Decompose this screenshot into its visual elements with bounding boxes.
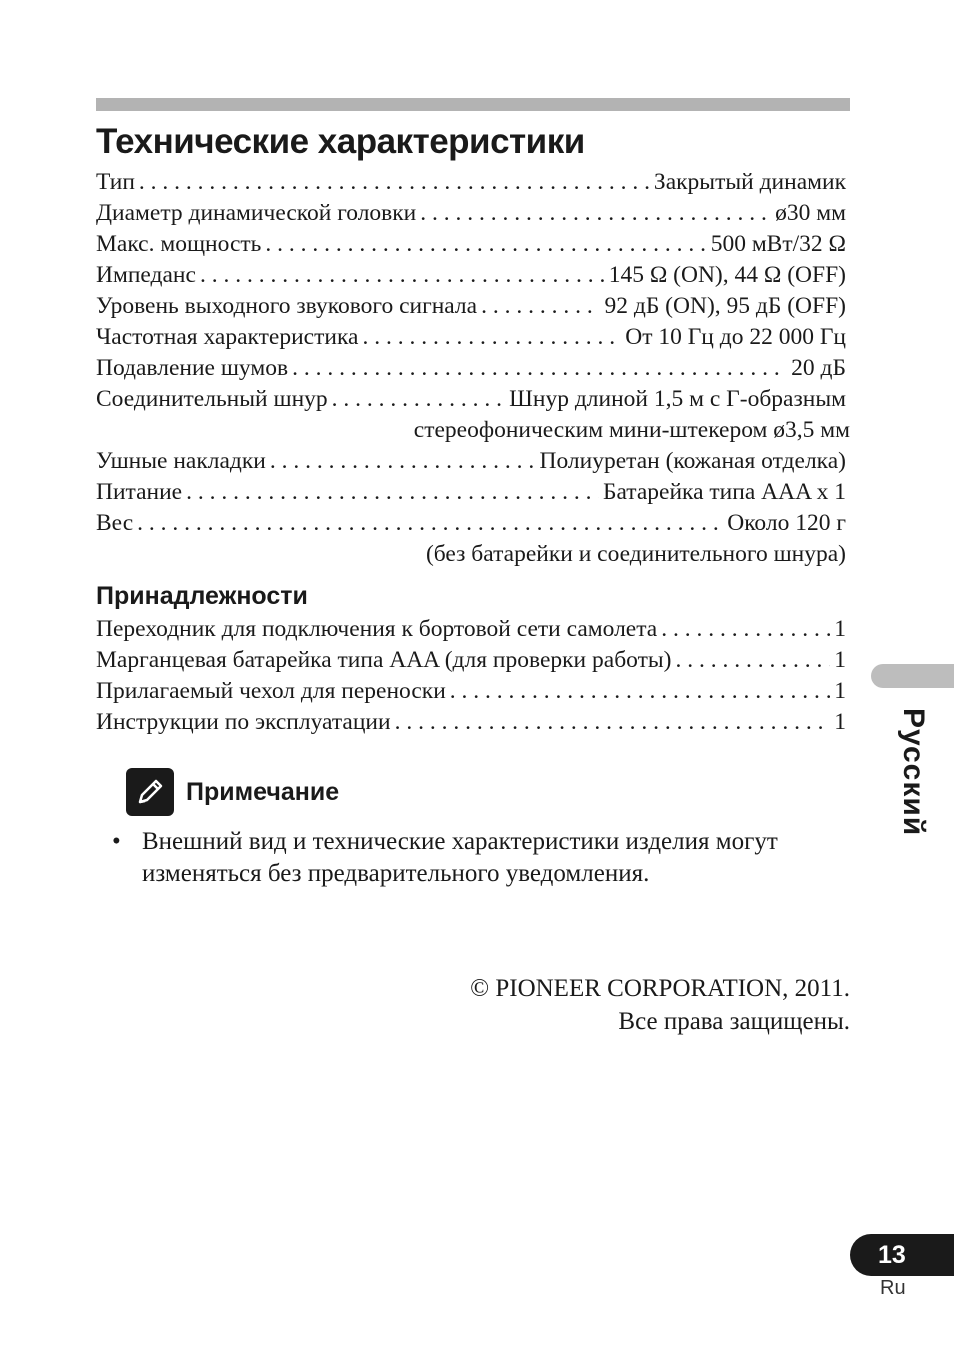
spec-row-frequency-response [96, 322, 846, 353]
specifications-list [96, 167, 850, 570]
leader-dots [420, 198, 771, 229]
copyright-line: © PIONEER CORPORATION, 2011. [470, 975, 850, 1002]
accessory-label: Прилагаемый чехол для переноски [96, 678, 446, 704]
leader-dots [200, 260, 605, 291]
spec-label: Питание [96, 479, 183, 505]
note-title: Примечание [186, 777, 340, 806]
accessory-row [96, 614, 846, 645]
note-header [126, 768, 339, 816]
language-section-label: Русский [897, 708, 930, 837]
spec-value-continuation: стереофоническим мини-штекером ø3,5 мм [413, 417, 850, 443]
spec-row-cord [96, 384, 846, 415]
accessory-quantity: 1 [834, 709, 846, 735]
pencil-icon [126, 768, 174, 816]
accessory-quantity: 1 [834, 616, 846, 642]
spec-row-output-level [96, 291, 846, 322]
note-item [112, 826, 852, 890]
spec-label: Частотная характеристика [96, 324, 359, 350]
spec-row-ear-pads [96, 446, 846, 477]
spec-label: Импеданс [96, 262, 196, 288]
spec-value: ø30 мм [775, 200, 846, 226]
leader-dots [332, 384, 506, 415]
spec-row-weight [96, 508, 846, 539]
leader-dots [450, 676, 830, 707]
leader-dots [139, 167, 650, 198]
header-rule [96, 98, 850, 111]
spec-label: Уровень выходного звукового сигнала [96, 293, 478, 319]
leader-dots [265, 229, 706, 260]
spec-value: Закрытый динамик [653, 169, 846, 195]
page-language-code: Ru [880, 1277, 906, 1299]
spec-value: 20 дБ [791, 355, 846, 381]
rights-line: Все права защищены. [618, 1008, 850, 1035]
spec-row-type [96, 167, 846, 198]
bullet-icon: • [112, 828, 121, 855]
spec-value-continuation: (без батарейки и соединительного шнура) [425, 541, 846, 567]
page-number: 13 [878, 1240, 906, 1269]
spec-value: Шнур длиной 1,5 м с Г-образным [509, 386, 846, 412]
accessory-row [96, 707, 846, 738]
spec-value: 145 Ω (ON), 44 Ω (OFF) [608, 262, 846, 288]
spec-value: 92 дБ (ON), 95 дБ (OFF) [604, 293, 846, 319]
accessories-list [96, 614, 846, 738]
spec-value: От 10 Гц до 22 000 Гц [625, 324, 846, 350]
spec-value: Батарейка типа AAA x 1 [602, 479, 846, 505]
leader-dots [362, 322, 621, 353]
page-title: Технические характеристики [96, 122, 585, 161]
leader-dots [481, 291, 600, 322]
spec-label: Вес [96, 510, 134, 536]
accessory-label: Марганцевая батарейка типа AAA (для проверки работы) [96, 647, 672, 673]
spec-label: Подавление шумов [96, 355, 289, 381]
leader-dots [186, 477, 599, 508]
spec-label: Тип [96, 169, 135, 195]
spec-value: 500 мВт/32 Ω [710, 231, 846, 257]
spec-row-power-supply [96, 477, 846, 508]
language-tab-marker [871, 664, 954, 688]
copyright [470, 972, 850, 1038]
spec-row-driver-diameter [96, 198, 846, 229]
spec-label: Соединительный шнур [96, 386, 328, 412]
accessories-heading: Принадлежности [96, 582, 308, 610]
leader-dots [395, 707, 831, 738]
leader-dots [661, 614, 830, 645]
leader-dots [675, 645, 830, 676]
accessory-row [96, 645, 846, 676]
accessory-quantity: 1 [834, 647, 846, 673]
leader-dots [292, 353, 787, 384]
leader-dots [137, 508, 723, 539]
page-number-badge [850, 1234, 954, 1276]
spec-label: Диаметр динамической головки [96, 200, 417, 226]
spec-row-impedance [96, 260, 846, 291]
leader-dots [270, 446, 536, 477]
spec-label: Макс. мощность [96, 231, 262, 257]
accessory-row [96, 676, 846, 707]
spec-value: Около 120 г [727, 510, 846, 536]
note-text: Внешний вид и технические характеристики изделия могут изменяться без предварительного уведомления. [142, 828, 778, 887]
spec-value: Полиуретан (кожаная отделка) [539, 448, 846, 474]
spec-row-max-power [96, 229, 846, 260]
spec-label: Ушные накладки [96, 448, 266, 474]
accessory-label: Инструкции по эксплуатации [96, 709, 391, 735]
accessory-label: Переходник для подключения к бортовой сети самолета [96, 616, 658, 642]
spec-row-noise-reduction [96, 353, 846, 384]
accessory-quantity: 1 [834, 678, 846, 704]
